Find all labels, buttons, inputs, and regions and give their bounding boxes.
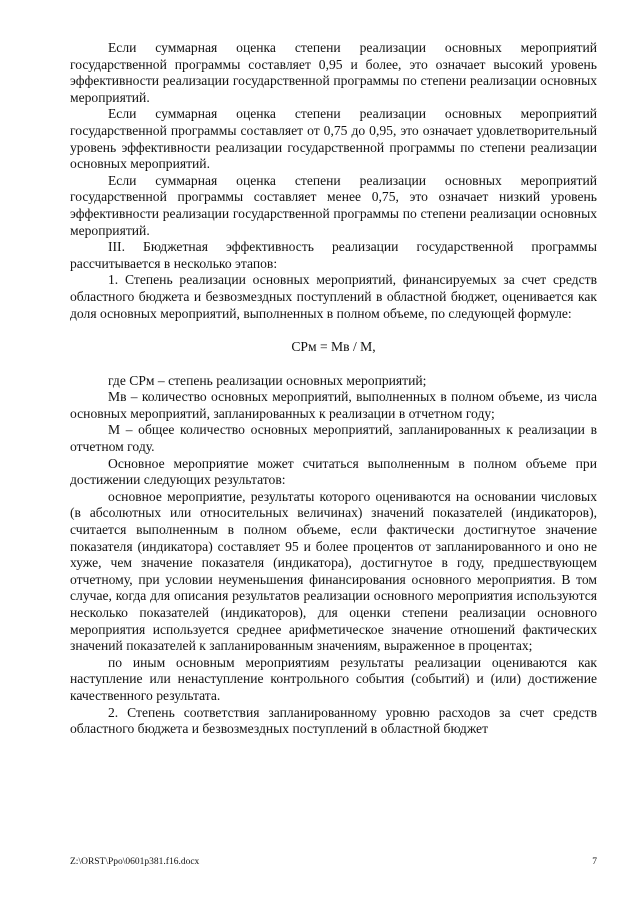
definition-srm: где СРм – степень реализации основных мероприятий; <box>108 372 427 388</box>
paragraph-low-efficiency: Если суммарная оценка степени реализации основных мероприятий государственной программы составляет менее 0,75, это означает низкий уровень эффективности реализации государственной программы по степени реализации основных мероприятий. <box>70 172 597 238</box>
file-path: Z:\ORST\Ppo\0601p381.f16.docx <box>70 857 200 867</box>
definition-mv: Мв – количество основных мероприятий, выполненных в полном объеме, из числа основных мероприятий, запланированных к реализации в отчетном году; <box>70 389 597 421</box>
definition-m: М – общее количество основных мероприятий, запланированных к реализации в отчетном году. <box>70 422 597 455</box>
document-body <box>70 40 597 738</box>
paragraph-other-activities: по иным основным мероприятиям результаты реализации оцениваются как наступление или ненаступление контрольного события (событий) и (или) достижение качественного результата. <box>70 654 597 703</box>
paragraph-completion-conditions: Основное мероприятие может считаться выполненным в полном объеме при достижении следующих результатов: <box>70 455 597 488</box>
paragraph-high-efficiency: Если суммарная оценка степени реализации основных мероприятий государственной программы составляет 0,95 и более, это означает высокий уровень эффективности реализации государственной программы по степени реализации основных мероприятий. <box>70 40 597 105</box>
paragraph-numeric-indicators: основное мероприятие, результаты которого оцениваются на основании числовых (в абсолютных или относительных величинах) значений показателей (индикаторов), считается выполненным в полном объеме, если фактически достигнутое значение показателя (индикатора) составляет 95 и более процентов от запланированного и оно не хуже, чем значение показателя (индикатора), достигнутое в году, предшествующем отчетному, при условии неуменьшения финансирования основного мероприятия. В том случае, когда для описания результатов реализации основного мероприятия используются несколько показателей (индикаторов), для оценки степени реализации основного мероприятия используется среднее арифметическое значение отношений фактических значений показателей к запланированным значениям, выраженное в процентах; <box>70 488 597 654</box>
paragraph-satisfactory-efficiency: Если суммарная оценка степени реализации основных мероприятий государственной программы составляет от 0,75 до 0,95, это означает удовлетворительный уровень эффективности реализации государственной программы по степени реализации основных мероприятий. <box>70 106 597 172</box>
formula: СРм = Мв / М, <box>291 339 376 355</box>
paragraph-budget-efficiency-heading: III. Бюджетная эффективность реализации государственной программы рассчитывается в несколько этапов: <box>70 239 597 271</box>
page-number: 7 <box>592 857 597 867</box>
paragraph-step-two: 2. Степень соответствия запланированному уровню расходов за счет средств областного бюджета и безвозмездных поступлений в областной бюджет <box>70 704 597 737</box>
paragraph-step-one: 1. Степень реализации основных мероприятий, финансируемых за счет средств областного бюджета и безвозмездных поступлений в областной бюджет, оценивается как доля основных мероприятий, выполненных в полном объеме, по следующей формуле: <box>70 272 597 321</box>
